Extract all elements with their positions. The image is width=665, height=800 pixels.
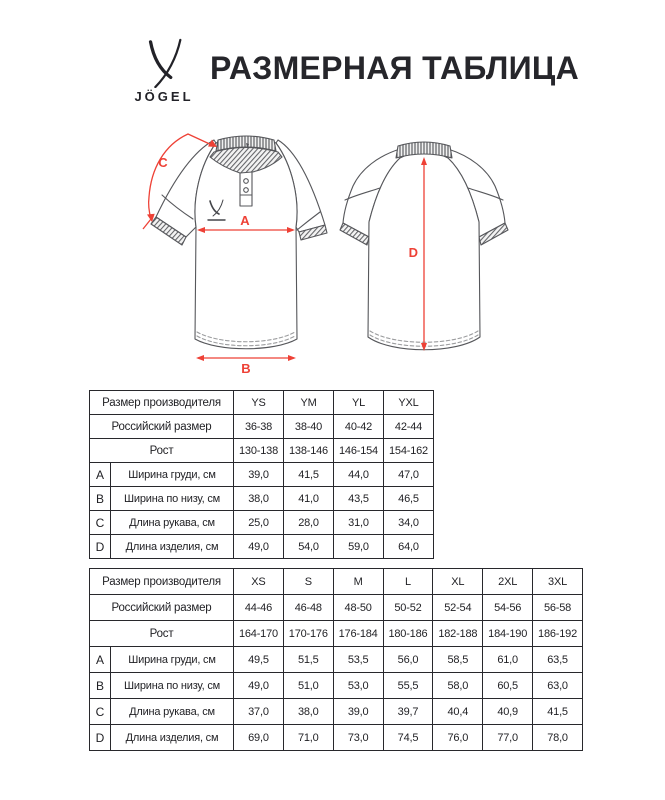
measure-name: Длина рукава, см (111, 511, 234, 535)
measure-letter: C (90, 699, 111, 725)
measure-value-cell: 25,0 (234, 511, 284, 535)
jogel-logo-icon (143, 38, 185, 88)
row-header: Рост (90, 621, 234, 647)
header-row (90, 595, 583, 621)
measure-letter: D (90, 535, 111, 559)
measure-label-a: A (240, 213, 250, 228)
measure-name: Ширина груди, см (111, 647, 234, 673)
header-value-cell: 42-44 (383, 415, 433, 439)
header-value-cell: 138-146 (284, 439, 334, 463)
header-row (90, 439, 434, 463)
header-value-cell: YM (284, 391, 334, 415)
measure-letter: C (90, 511, 111, 535)
measure-value-cell: 78,0 (533, 725, 583, 751)
header-row (90, 569, 583, 595)
measure-value-cell: 59,0 (333, 535, 383, 559)
header-value-cell: 44-46 (234, 595, 284, 621)
row-header: Российский размер (90, 595, 234, 621)
row-header: Российский размер (90, 415, 234, 439)
measure-row (90, 487, 434, 511)
measure-value-cell: 61,0 (483, 647, 533, 673)
measure-letter: B (90, 487, 111, 511)
header-value-cell: 36-38 (234, 415, 284, 439)
measure-label-c: C (158, 155, 168, 170)
measure-name: Длина изделия, см (111, 725, 234, 751)
measure-value-cell: 51,0 (283, 673, 333, 699)
row-header: Размер производителя (90, 569, 234, 595)
measure-value-cell: 54,0 (284, 535, 334, 559)
button (244, 179, 249, 184)
measure-value-cell: 41,5 (284, 463, 334, 487)
header-value-cell: YS (234, 391, 284, 415)
measure-value-cell: 47,0 (383, 463, 433, 487)
measure-value-cell: 46,5 (383, 487, 433, 511)
measure-label-d: D (408, 245, 418, 260)
header-value-cell: 176-184 (333, 621, 383, 647)
button (244, 188, 249, 193)
row-header: Размер производителя (90, 391, 234, 415)
measure-value-cell: 31,0 (333, 511, 383, 535)
measure-value-cell: 53,0 (333, 673, 383, 699)
measure-value-cell: 77,0 (483, 725, 533, 751)
header-value-cell: M (333, 569, 383, 595)
measure-value-cell: 63,0 (533, 673, 583, 699)
header-value-cell: 48-50 (333, 595, 383, 621)
polo-back-diagram (330, 121, 540, 379)
measure-value-cell: 49,0 (234, 535, 284, 559)
header-value-cell: 56-58 (533, 595, 583, 621)
brand-logo (132, 38, 196, 104)
header-value-cell: S (283, 569, 333, 595)
measure-row (90, 463, 434, 487)
header-value-cell: 2XL (483, 569, 533, 595)
measure-value-cell: 40,9 (483, 699, 533, 725)
measure-value-cell: 39,7 (383, 699, 433, 725)
measure-letter: D (90, 725, 111, 751)
page-title: РАЗМЕРНАЯ ТАБЛИЦА (210, 50, 580, 86)
measure-value-cell: 51,5 (283, 647, 333, 673)
header-value-cell: 146-154 (333, 439, 383, 463)
measure-row (90, 699, 583, 725)
header-value-cell: YL (333, 391, 383, 415)
measure-value-cell: 58,0 (433, 673, 483, 699)
header-value-cell: XL (433, 569, 483, 595)
measure-value-cell: 49,5 (234, 647, 284, 673)
size-table-adult (89, 568, 583, 751)
measure-value-cell: 38,0 (234, 487, 284, 511)
measure-value-cell: 41,0 (284, 487, 334, 511)
header-value-cell: L (383, 569, 433, 595)
header-value-cell: 180-186 (383, 621, 433, 647)
measure-value-cell: 71,0 (283, 725, 333, 751)
measure-value-cell: 73,0 (333, 725, 383, 751)
measure-value-cell: 76,0 (433, 725, 483, 751)
header-value-cell: 130-138 (234, 439, 284, 463)
measure-value-cell: 69,0 (234, 725, 284, 751)
measure-value-cell: 39,0 (234, 463, 284, 487)
header-value-cell: 52-54 (433, 595, 483, 621)
measure-row (90, 725, 583, 751)
header-row (90, 621, 583, 647)
measure-value-cell: 39,0 (333, 699, 383, 725)
measure-row (90, 673, 583, 699)
measure-letter: A (90, 647, 111, 673)
header-value-cell: 182-188 (433, 621, 483, 647)
measure-value-cell: 63,5 (533, 647, 583, 673)
measure-name: Ширина по низу, см (111, 673, 234, 699)
measure-label-b: B (241, 361, 251, 376)
measure-value-cell: 49,0 (234, 673, 284, 699)
header-value-cell: 3XL (533, 569, 583, 595)
measure-value-cell: 28,0 (284, 511, 334, 535)
header-row (90, 391, 434, 415)
measure-value-cell: 44,0 (333, 463, 383, 487)
header-value-cell: 46-48 (283, 595, 333, 621)
measure-value-cell: 60,5 (483, 673, 533, 699)
measure-letter: A (90, 463, 111, 487)
header-value-cell: 184-190 (483, 621, 533, 647)
header-value-cell: 38-40 (284, 415, 334, 439)
header-value-cell: 186-192 (533, 621, 583, 647)
measure-value-cell: 53,5 (333, 647, 383, 673)
header-value-cell: 154-162 (383, 439, 433, 463)
measure-name: Ширина груди, см (111, 463, 234, 487)
measure-row (90, 535, 434, 559)
measure-value-cell: 34,0 (383, 511, 433, 535)
header-value-cell: 40-42 (333, 415, 383, 439)
polo-front-diagram (136, 121, 346, 379)
measure-value-cell: 56,0 (383, 647, 433, 673)
measure-value-cell: 74,5 (383, 725, 433, 751)
measure-value-cell: 38,0 (283, 699, 333, 725)
measure-value-cell: 40,4 (433, 699, 483, 725)
measure-value-cell: 64,0 (383, 535, 433, 559)
header-value-cell: YXL (383, 391, 433, 415)
brand-logo-text: JÖGEL (134, 89, 194, 104)
header-row (90, 415, 434, 439)
measure-name: Ширина по низу, см (111, 487, 234, 511)
header-value-cell: 50-52 (383, 595, 433, 621)
header-value-cell: 54-56 (483, 595, 533, 621)
measure-row (90, 511, 434, 535)
header-value-cell: 164-170 (234, 621, 284, 647)
measure-value-cell: 58,5 (433, 647, 483, 673)
header-value-cell: 170-176 (283, 621, 333, 647)
measure-value-cell: 37,0 (234, 699, 284, 725)
measure-row (90, 647, 583, 673)
size-table-youth (89, 390, 434, 559)
measure-name: Длина изделия, см (111, 535, 234, 559)
row-header: Рост (90, 439, 234, 463)
measure-name: Длина рукава, см (111, 699, 234, 725)
measure-value-cell: 41,5 (533, 699, 583, 725)
measure-value-cell: 43,5 (333, 487, 383, 511)
measure-value-cell: 55,5 (383, 673, 433, 699)
header-value-cell: XS (234, 569, 284, 595)
measure-letter: B (90, 673, 111, 699)
